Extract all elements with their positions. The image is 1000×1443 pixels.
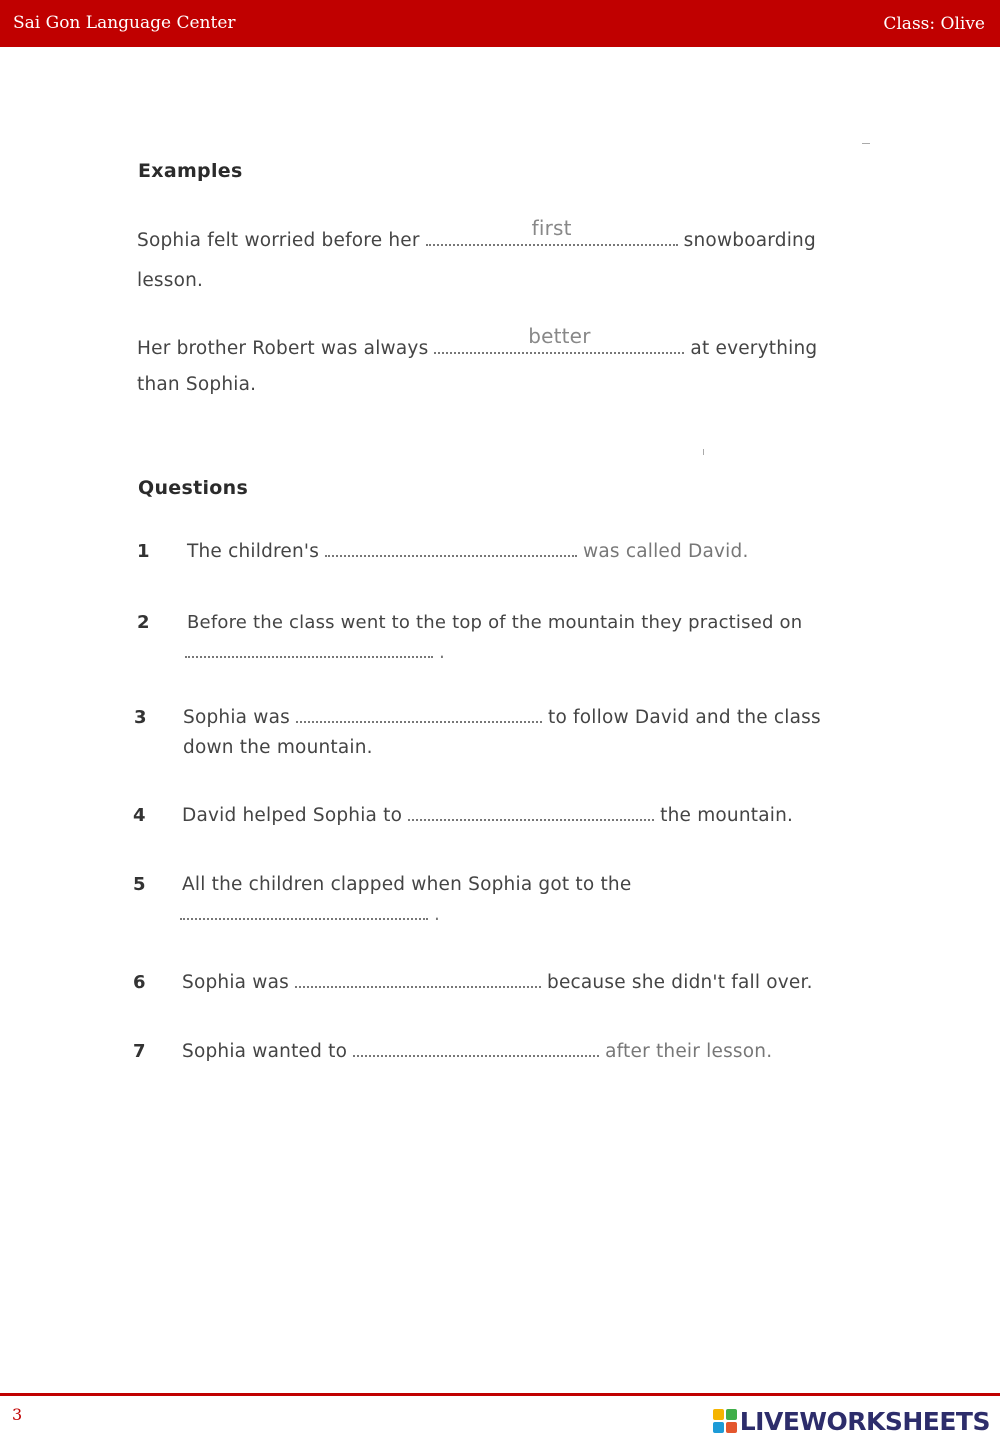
- question-2-cont: [185, 642, 445, 663]
- questions-title: Questions: [138, 477, 249, 499]
- question-2-blank[interactable]: [185, 642, 433, 658]
- example-2-blank: [434, 324, 684, 354]
- page-number: 3: [12, 1405, 23, 1424]
- question-5-blank[interactable]: [180, 904, 428, 920]
- example-2-answer: better: [528, 324, 591, 348]
- example-2-after: at everything: [690, 338, 818, 359]
- question-1-after: was called David.: [583, 541, 749, 562]
- example-1-answer: first: [531, 216, 572, 240]
- question-7: [182, 1041, 772, 1062]
- question-7-blank[interactable]: [353, 1041, 599, 1057]
- school-name: Sai Gon Language Center: [13, 13, 236, 33]
- example-1: [137, 216, 816, 251]
- example-1-blank: [426, 216, 678, 246]
- question-4-after: the mountain.: [660, 805, 794, 826]
- example-2: [137, 324, 818, 359]
- question-5-cont: [180, 904, 440, 925]
- question-2: Before the class went to the top of the mountain they practised on: [187, 612, 803, 633]
- question-5: All the children clapped when Sophia got to the: [182, 874, 632, 895]
- question-3: [183, 707, 821, 728]
- question-6-blank[interactable]: [295, 972, 541, 988]
- question-4-number: 4: [133, 805, 146, 826]
- question-1-before: The children's: [187, 541, 320, 562]
- question-1: [187, 541, 749, 562]
- question-6-before: Sophia was: [182, 972, 289, 993]
- brand-logo[interactable]: [713, 1405, 990, 1437]
- example-1-before: Sophia felt worried before her: [137, 230, 420, 251]
- question-3-before: Sophia was: [183, 707, 290, 728]
- example-1-after: snowboarding: [683, 230, 816, 251]
- header-bar: [0, 0, 1000, 47]
- class-name: Class: Olive: [883, 14, 985, 34]
- question-6: [182, 972, 813, 993]
- question-3-cont: down the mountain.: [183, 737, 373, 758]
- question-5-number: 5: [133, 874, 146, 895]
- question-7-after: after their lesson.: [605, 1041, 773, 1062]
- footer-divider: [0, 1393, 1000, 1396]
- question-4-before: David helped Sophia to: [182, 805, 403, 826]
- liveworksheets-icon: [713, 1409, 737, 1433]
- question-6-number: 6: [133, 972, 146, 993]
- question-2-number: 2: [137, 612, 150, 633]
- example-2-cont: than Sophia.: [137, 374, 257, 395]
- question-1-blank[interactable]: [325, 541, 577, 557]
- question-6-after: because she didn't fall over.: [547, 972, 813, 993]
- brand-name: LIVEWORKSHEETS: [739, 1406, 990, 1436]
- question-3-after: to follow David and the class: [548, 707, 821, 728]
- question-4: [182, 805, 793, 826]
- examples-title: Examples: [138, 160, 243, 182]
- scan-mark: [703, 449, 704, 455]
- question-7-number: 7: [133, 1041, 146, 1062]
- question-7-before: Sophia wanted to: [182, 1041, 348, 1062]
- example-2-before: Her brother Robert was always: [137, 338, 429, 359]
- question-1-number: 1: [137, 541, 150, 562]
- question-5-after: .: [434, 904, 441, 925]
- scan-mark: [862, 143, 870, 144]
- question-2-after: .: [439, 642, 446, 663]
- question-3-number: 3: [134, 707, 147, 728]
- question-4-blank[interactable]: [408, 805, 654, 821]
- question-3-blank[interactable]: [296, 707, 542, 723]
- example-1-cont: lesson.: [137, 270, 204, 291]
